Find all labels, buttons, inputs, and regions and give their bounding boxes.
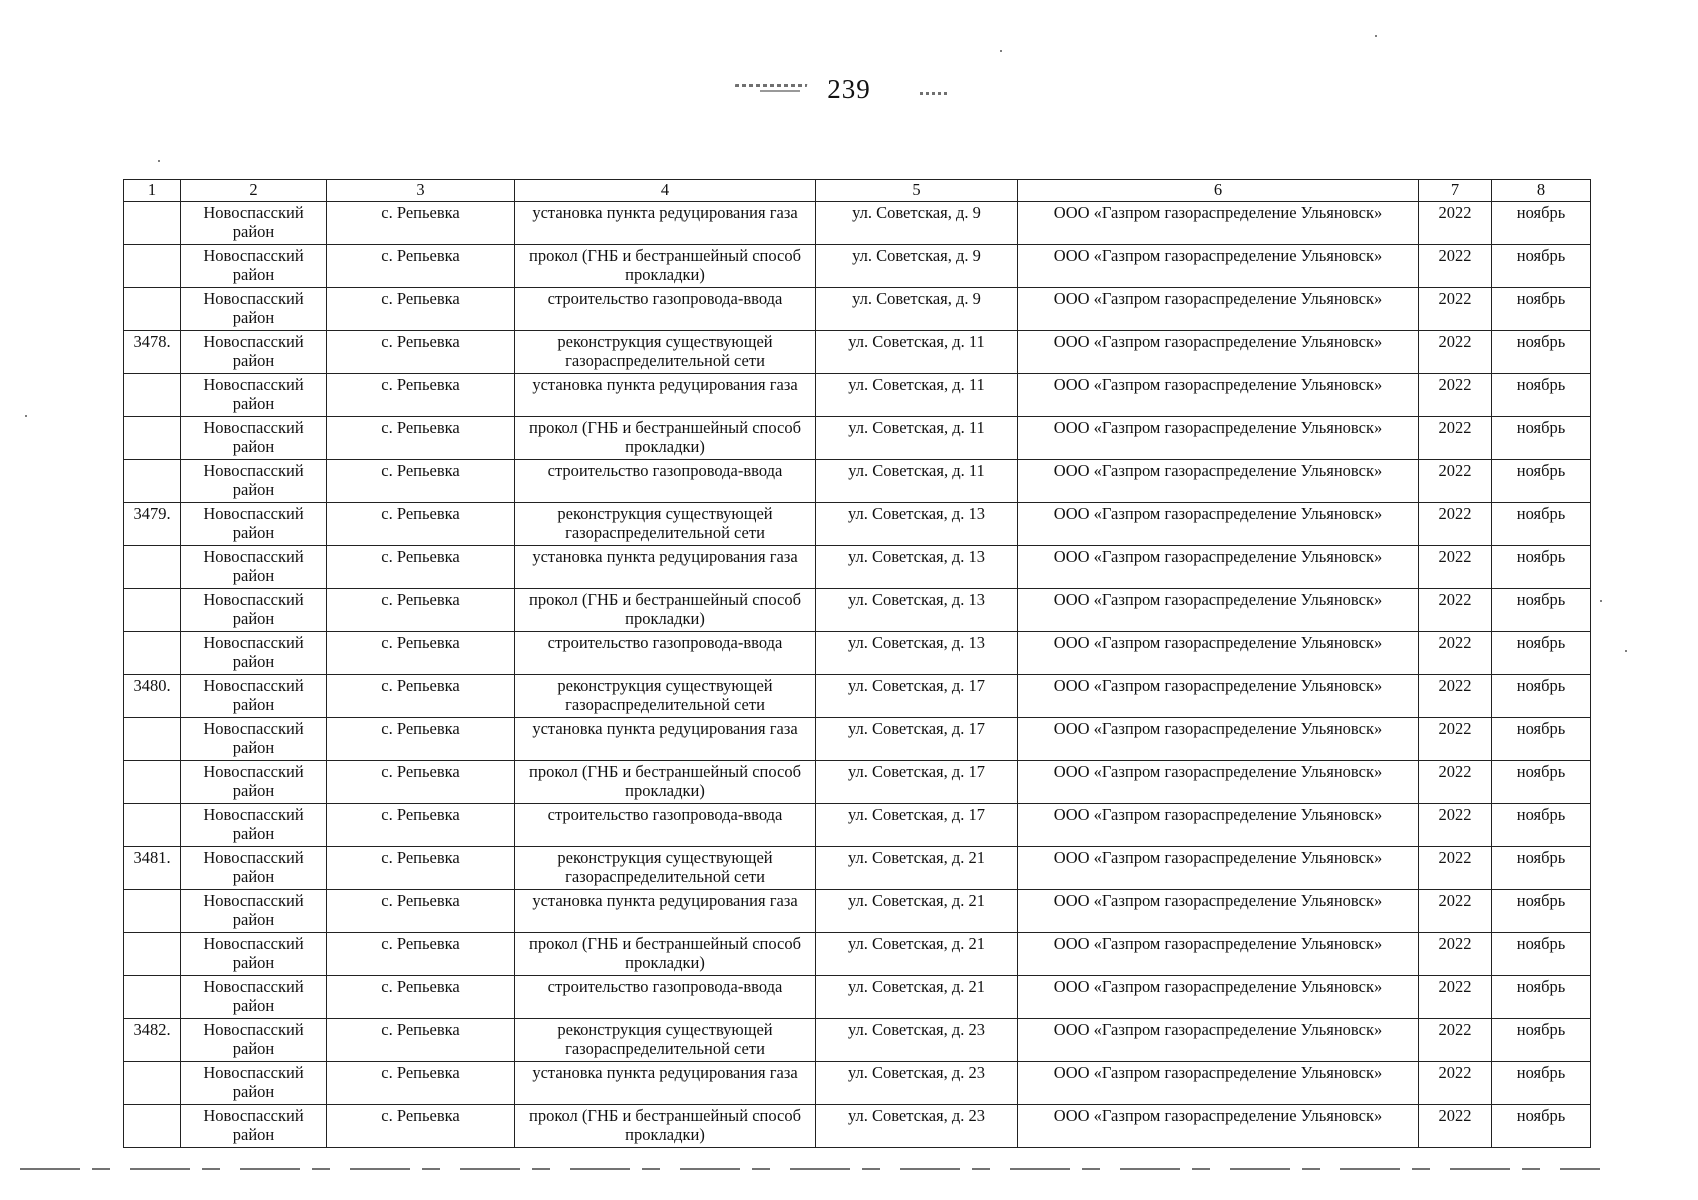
organization-cell: ООО «Газпром газораспределение Ульяновск» [1018,288,1419,331]
organization-cell: ООО «Газпром газораспределение Ульяновск» [1018,202,1419,245]
district-cell: Новоспасский район [181,718,327,761]
table-row [124,1105,1591,1148]
year-cell: 2022 [1419,804,1492,847]
district-cell: Новоспасский район [181,589,327,632]
scan-speck [25,415,27,417]
district-cell: Новоспасский район [181,632,327,675]
table-row [124,675,1591,718]
year-cell: 2022 [1419,245,1492,288]
row-number-cell [124,761,181,804]
address-cell: ул. Советская, д. 11 [816,331,1018,374]
settlement-cell: с. Репьевка [327,503,515,546]
district-cell: Новоспасский район [181,890,327,933]
table-row [124,761,1591,804]
work-type-cell: строительство газопровода-ввода [515,804,816,847]
table-row [124,546,1591,589]
address-cell: ул. Советская, д. 21 [816,847,1018,890]
month-cell: ноябрь [1492,718,1591,761]
page-number: 239 [827,74,871,104]
work-type-cell: реконструкция существующей газораспределительной сети [515,847,816,890]
row-number-cell [124,976,181,1019]
header-cell-6: 6 [1018,180,1419,202]
work-type-cell: прокол (ГНБ и бестраншейный способ прокладки) [515,761,816,804]
organization-cell: ООО «Газпром газораспределение Ульяновск» [1018,374,1419,417]
organization-cell: ООО «Газпром газораспределение Ульяновск» [1018,546,1419,589]
year-cell: 2022 [1419,675,1492,718]
header-cell-5: 5 [816,180,1018,202]
work-type-cell: установка пункта редуцирования газа [515,374,816,417]
settlement-cell: с. Репьевка [327,718,515,761]
month-cell: ноябрь [1492,202,1591,245]
district-cell: Новоспасский район [181,1019,327,1062]
row-number-cell [124,718,181,761]
year-cell: 2022 [1419,718,1492,761]
table-row [124,589,1591,632]
year-cell: 2022 [1419,460,1492,503]
row-number-cell [124,933,181,976]
table-row [124,1062,1591,1105]
organization-cell: ООО «Газпром газораспределение Ульяновск» [1018,933,1419,976]
address-cell: ул. Советская, д. 11 [816,417,1018,460]
address-cell: ул. Советская, д. 17 [816,804,1018,847]
header-cell-8: 8 [1492,180,1591,202]
month-cell: ноябрь [1492,804,1591,847]
work-type-cell: прокол (ГНБ и бестраншейный способ прокладки) [515,417,816,460]
month-cell: ноябрь [1492,417,1591,460]
district-cell: Новоспасский район [181,245,327,288]
address-cell: ул. Советская, д. 17 [816,761,1018,804]
settlement-cell: с. Репьевка [327,460,515,503]
month-cell: ноябрь [1492,374,1591,417]
scan-speck [1600,600,1602,602]
year-cell: 2022 [1419,1105,1492,1148]
table-row [124,933,1591,976]
row-number-cell [124,288,181,331]
address-cell: ул. Советская, д. 23 [816,1019,1018,1062]
scan-speck [1625,650,1627,652]
year-cell: 2022 [1419,503,1492,546]
scan-speck [1000,50,1002,52]
year-cell: 2022 [1419,890,1492,933]
month-cell: ноябрь [1492,460,1591,503]
district-cell: Новоспасский район [181,503,327,546]
register-table [123,179,1591,1148]
settlement-cell: с. Репьевка [327,675,515,718]
district-cell: Новоспасский район [181,761,327,804]
row-number-cell: 3481. [124,847,181,890]
address-cell: ул. Советская, д. 21 [816,890,1018,933]
address-cell: ул. Советская, д. 13 [816,632,1018,675]
address-cell: ул. Советская, д. 13 [816,546,1018,589]
district-cell: Новоспасский район [181,460,327,503]
table-row [124,890,1591,933]
settlement-cell: с. Репьевка [327,1105,515,1148]
work-type-cell: реконструкция существующей газораспределительной сети [515,331,816,374]
district-cell: Новоспасский район [181,202,327,245]
header-cell-2: 2 [181,180,327,202]
work-type-cell: прокол (ГНБ и бестраншейный способ прокладки) [515,245,816,288]
settlement-cell: с. Репьевка [327,245,515,288]
month-cell: ноябрь [1492,288,1591,331]
header-cell-1: 1 [124,180,181,202]
address-cell: ул. Советская, д. 11 [816,460,1018,503]
year-cell: 2022 [1419,847,1492,890]
organization-cell: ООО «Газпром газораспределение Ульяновск» [1018,761,1419,804]
year-cell: 2022 [1419,1062,1492,1105]
settlement-cell: с. Репьевка [327,374,515,417]
year-cell: 2022 [1419,761,1492,804]
organization-cell: ООО «Газпром газораспределение Ульяновск» [1018,1019,1419,1062]
settlement-cell: с. Репьевка [327,632,515,675]
table-row [124,460,1591,503]
month-cell: ноябрь [1492,546,1591,589]
settlement-cell: с. Репьевка [327,761,515,804]
organization-cell: ООО «Газпром газораспределение Ульяновск» [1018,503,1419,546]
work-type-cell: реконструкция существующей газораспределительной сети [515,1019,816,1062]
organization-cell: ООО «Газпром газораспределение Ульяновск» [1018,460,1419,503]
table-row [124,503,1591,546]
table-row [124,632,1591,675]
district-cell: Новоспасский район [181,288,327,331]
district-cell: Новоспасский район [181,675,327,718]
row-number-cell [124,202,181,245]
settlement-cell: с. Репьевка [327,417,515,460]
month-cell: ноябрь [1492,589,1591,632]
address-cell: ул. Советская, д. 9 [816,245,1018,288]
scan-speck [1375,35,1377,37]
address-cell: ул. Советская, д. 21 [816,933,1018,976]
address-cell: ул. Советская, д. 13 [816,589,1018,632]
district-cell: Новоспасский район [181,546,327,589]
address-cell: ул. Советская, д. 13 [816,503,1018,546]
district-cell: Новоспасский район [181,374,327,417]
month-cell: ноябрь [1492,1019,1591,1062]
row-number-cell [124,632,181,675]
row-number-cell [124,1062,181,1105]
work-type-cell: строительство газопровода-ввода [515,288,816,331]
year-cell: 2022 [1419,374,1492,417]
organization-cell: ООО «Газпром газораспределение Ульяновск» [1018,417,1419,460]
year-cell: 2022 [1419,976,1492,1019]
row-number-cell [124,546,181,589]
table-row [124,417,1591,460]
month-cell: ноябрь [1492,675,1591,718]
table-row [124,374,1591,417]
table-row [124,1019,1591,1062]
year-cell: 2022 [1419,288,1492,331]
year-cell: 2022 [1419,202,1492,245]
table-row [124,976,1591,1019]
organization-cell: ООО «Газпром газораспределение Ульяновск» [1018,976,1419,1019]
address-cell: ул. Советская, д. 23 [816,1105,1018,1148]
row-number-cell [124,245,181,288]
address-cell: ул. Советская, д. 9 [816,202,1018,245]
table-body [124,202,1591,1148]
row-number-cell [124,1105,181,1148]
organization-cell: ООО «Газпром газораспределение Ульяновск» [1018,1105,1419,1148]
month-cell: ноябрь [1492,761,1591,804]
month-cell: ноябрь [1492,632,1591,675]
settlement-cell: с. Репьевка [327,890,515,933]
work-type-cell: строительство газопровода-ввода [515,632,816,675]
district-cell: Новоспасский район [181,804,327,847]
settlement-cell: с. Репьевка [327,288,515,331]
organization-cell: ООО «Газпром газораспределение Ульяновск» [1018,847,1419,890]
district-cell: Новоспасский район [181,331,327,374]
district-cell: Новоспасский район [181,1062,327,1105]
work-type-cell: прокол (ГНБ и бестраншейный способ прокладки) [515,1105,816,1148]
settlement-cell: с. Репьевка [327,1062,515,1105]
work-type-cell: установка пункта редуцирования газа [515,546,816,589]
row-number-cell [124,589,181,632]
work-type-cell: установка пункта редуцирования газа [515,718,816,761]
address-cell: ул. Советская, д. 17 [816,718,1018,761]
district-cell: Новоспасский район [181,933,327,976]
organization-cell: ООО «Газпром газораспределение Ульяновск» [1018,718,1419,761]
month-cell: ноябрь [1492,1105,1591,1148]
row-number-cell: 3478. [124,331,181,374]
month-cell: ноябрь [1492,890,1591,933]
year-cell: 2022 [1419,331,1492,374]
header-row [124,180,1591,202]
settlement-cell: с. Репьевка [327,804,515,847]
year-cell: 2022 [1419,933,1492,976]
year-cell: 2022 [1419,1019,1492,1062]
table-row [124,331,1591,374]
organization-cell: ООО «Газпром газораспределение Ульяновск» [1018,1062,1419,1105]
month-cell: ноябрь [1492,245,1591,288]
row-number-cell: 3482. [124,1019,181,1062]
work-type-cell: установка пункта редуцирования газа [515,890,816,933]
organization-cell: ООО «Газпром газораспределение Ульяновск» [1018,890,1419,933]
month-cell: ноябрь [1492,976,1591,1019]
year-cell: 2022 [1419,417,1492,460]
settlement-cell: с. Репьевка [327,202,515,245]
table-row [124,847,1591,890]
row-number-cell [124,890,181,933]
organization-cell: ООО «Газпром газораспределение Ульяновск» [1018,589,1419,632]
month-cell: ноябрь [1492,331,1591,374]
table-row [124,288,1591,331]
row-number-cell [124,804,181,847]
table-row [124,202,1591,245]
settlement-cell: с. Репьевка [327,331,515,374]
settlement-cell: с. Репьевка [327,976,515,1019]
month-cell: ноябрь [1492,847,1591,890]
district-cell: Новоспасский район [181,847,327,890]
work-type-cell: установка пункта редуцирования газа [515,1062,816,1105]
header-cell-4: 4 [515,180,816,202]
address-cell: ул. Советская, д. 17 [816,675,1018,718]
header-cell-3: 3 [327,180,515,202]
district-cell: Новоспасский район [181,1105,327,1148]
table-row [124,245,1591,288]
year-cell: 2022 [1419,589,1492,632]
organization-cell: ООО «Газпром газораспределение Ульяновск» [1018,804,1419,847]
settlement-cell: с. Репьевка [327,589,515,632]
organization-cell: ООО «Газпром газораспределение Ульяновск» [1018,245,1419,288]
scan-speck [158,160,160,162]
settlement-cell: с. Репьевка [327,847,515,890]
address-cell: ул. Советская, д. 11 [816,374,1018,417]
address-cell: ул. Советская, д. 21 [816,976,1018,1019]
organization-cell: ООО «Газпром газораспределение Ульяновск» [1018,675,1419,718]
table-row [124,804,1591,847]
settlement-cell: с. Репьевка [327,1019,515,1062]
scan-noise-right [920,92,948,95]
work-type-cell: реконструкция существующей газораспределительной сети [515,675,816,718]
work-type-cell: строительство газопровода-ввода [515,460,816,503]
month-cell: ноябрь [1492,1062,1591,1105]
work-type-cell: установка пункта редуцирования газа [515,202,816,245]
row-number-cell [124,460,181,503]
district-cell: Новоспасский район [181,417,327,460]
month-cell: ноябрь [1492,933,1591,976]
address-cell: ул. Советская, д. 23 [816,1062,1018,1105]
row-number-cell: 3479. [124,503,181,546]
work-type-cell: реконструкция существующей газораспределительной сети [515,503,816,546]
settlement-cell: с. Репьевка [327,546,515,589]
organization-cell: ООО «Газпром газораспределение Ульяновск» [1018,331,1419,374]
table-row [124,718,1591,761]
header-cell-7: 7 [1419,180,1492,202]
year-cell: 2022 [1419,632,1492,675]
row-number-cell [124,417,181,460]
work-type-cell: прокол (ГНБ и бестраншейный способ прокладки) [515,589,816,632]
settlement-cell: с. Репьевка [327,933,515,976]
year-cell: 2022 [1419,546,1492,589]
address-cell: ул. Советская, д. 9 [816,288,1018,331]
scan-edge-line [20,1168,1600,1170]
district-cell: Новоспасский район [181,976,327,1019]
work-type-cell: прокол (ГНБ и бестраншейный способ прокладки) [515,933,816,976]
work-type-cell: строительство газопровода-ввода [515,976,816,1019]
row-number-cell: 3480. [124,675,181,718]
organization-cell: ООО «Газпром газораспределение Ульяновск» [1018,632,1419,675]
month-cell: ноябрь [1492,503,1591,546]
row-number-cell [124,374,181,417]
